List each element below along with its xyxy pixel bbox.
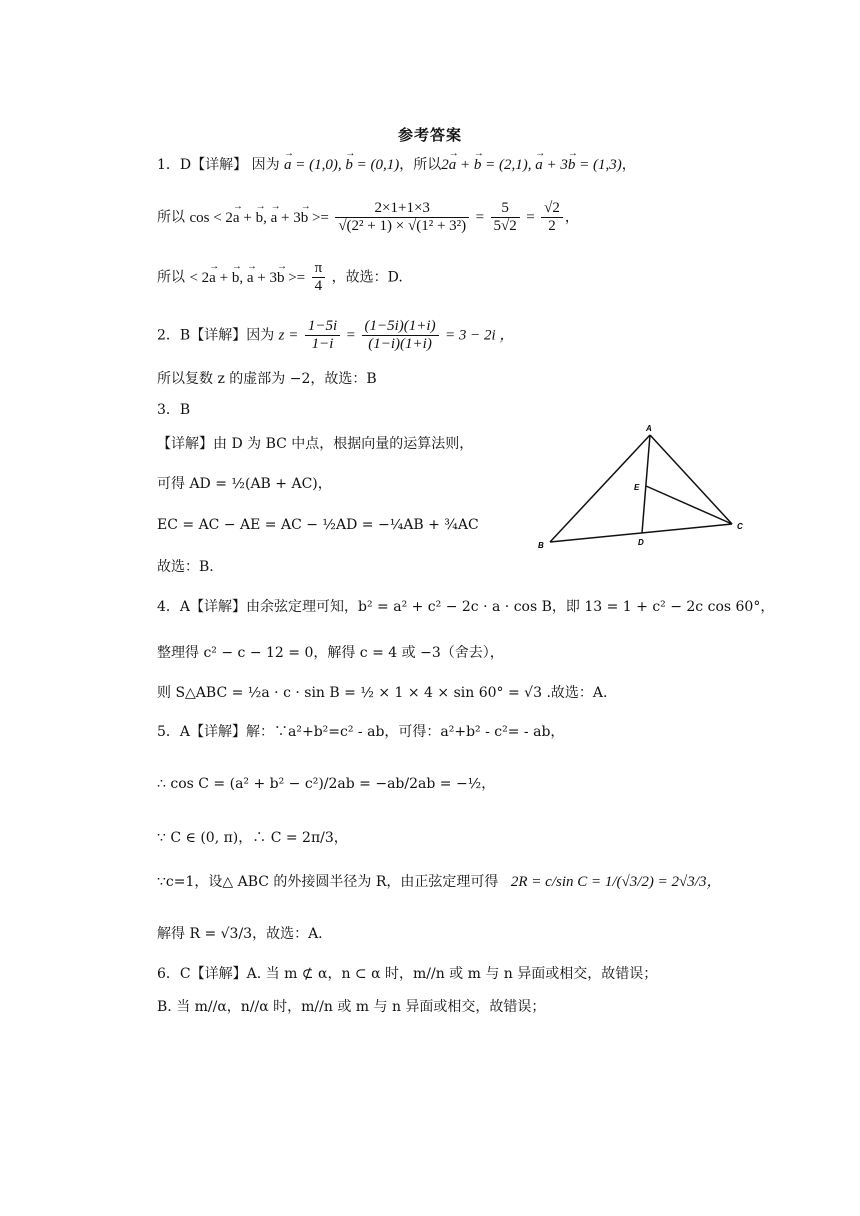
q3-line3: EC = AC − AE = AC − ½AD = −¼AB + ¾AC [157,517,479,533]
q3-line2: 可得 AD = ½(AB + AC)， [157,476,332,492]
q1-choose: ，故选：D. [331,269,403,286]
q1-numerator: 2×1+1×3 [335,200,469,218]
q6-line2: B. 当 m//α，n//α 时，m//n 或 m 与 n 异面或相交，故错误； [157,999,546,1015]
q1-result-num: √2 [541,200,563,218]
q2-frac2-den: (1−i)(1+i) [368,336,432,352]
q2-frac2 [362,318,439,353]
q4-line1: 4．A【详解】由余弦定理可知，b² = a² + c² − 2c · a · cos B，即 13 = 1 + c² − 2c cos 60°， [157,599,775,615]
q1-mid-num: 5 [491,200,520,218]
side-ac [650,435,732,524]
q1-pi-den: 4 [314,278,323,294]
q1-end: ， [621,157,636,173]
q3-line1: 【详解】由 D 为 BC 中点，根据向量的运算法则， [157,436,474,452]
q1-line3 [157,260,403,295]
label-c: C [737,522,743,531]
q1-line3-prefix: 所以 [157,269,185,286]
q2-head: 2．B【详解】因为 [157,327,275,344]
q1-given: → a = (1,0), → b = (0,1) [284,157,399,173]
q1-angle: < 2→ a + → b, → a + 3→ b >= [189,270,305,286]
q5-line4-formula: 2R = c/sin C = 1/(√3/2) = 2√3/3， [510,874,722,890]
q4-line2: 整理得 c² − c − 12 = 0，解得 c = 4 或 −3（舍去）， [157,645,504,661]
label-d: D [638,538,644,547]
q1-vecs: 2→ a + → b = (2,1), → a + 3→ b = (1,3) [441,157,622,173]
q1-result-fraction [541,200,563,235]
q1-result-den: 2 [548,218,556,234]
q5-line3: ∵ C ∈ (0, π)，∴ C = 2π/3， [157,830,348,846]
triangle-figure [530,420,760,555]
q1-line2-prefix: 所以 [157,209,185,226]
q2-frac1 [305,318,340,353]
label-a: A [646,424,652,433]
q2-line1: 2．B【详解】因为 z = $\frac{1-5i}{1-i}$ = $\frac{(1-5i)(1+i)}{(1-i)(1+i)}$ = 3 − 2i ， [157,318,515,352]
q5-line5: 解得 R = √3/3，故选：A. [157,926,323,942]
q3-head: 3．B [157,402,191,418]
q6-line1: 6．C【详解】A. 当 m ⊄ α，n ⊂ α 时，m//n 或 m 与 n 异面或相交，故错误； [157,966,658,982]
q1-head: 1．D【详解】 因为 [157,157,280,173]
q1-so: ，所以 [399,157,442,173]
q1-mid-den: 5√2 [493,218,517,234]
q1-pi-num: π [312,260,326,278]
median-ad [642,435,650,533]
q5-line1: 5．A【详解】解：∵a²+b²=c² - ab，可得：a²+b² - c²= - ab， [157,724,565,740]
q1-cos-expr: cos < 2→ a + → b, → a + 3→ b >= [189,210,328,226]
segment-ec [646,486,732,524]
q4-line3: 则 S△ABC = ½a · c · sin B = ½ × 1 × 4 × sin 60° = √3 .故选：A. [157,685,608,701]
q5-line4 [157,872,721,892]
label-b: B [538,541,544,550]
page-title: 参考答案 [397,126,462,144]
q2-z: z = [278,327,299,344]
q2-frac1-num: 1−5i [305,318,340,336]
q5-line4-text: ∵c=1，设△ ABC 的外接圆半径为 R，由正弦定理可得 [157,874,499,890]
q1-main-fraction [335,200,469,235]
q2-frac2-num: (1−5i)(1+i) [362,318,439,336]
q2-frac1-den: 1−i [311,336,334,352]
q5-line2: ∴ cos C = (a² + b² − c²)/2ab = −ab/2ab = −½， [157,776,496,792]
q3-choose: 故选：B. [157,559,214,575]
q2-line2: 所以复数 z 的虚部为 −2，故选：B [157,371,377,387]
q1-line2: 所以 cos < 2→ a + → b, → a + 3→ b >= $\frac{2\times 1+1\times 3}{\text{√(2² + 1) × √(1² + 3²)}}$ = $\frac{5}{5√2}$ = $\frac{√2}{2}$ ， [157,200,579,235]
q1-denominator: √(2² + 1) × √(1² + 3²) [338,218,467,234]
label-e: E [634,483,640,492]
q1-mid-fraction [491,200,520,235]
q2-result: = 3 − 2i ， [445,327,515,344]
q1-line1 [157,155,636,175]
q1-pi-fraction [312,260,326,295]
